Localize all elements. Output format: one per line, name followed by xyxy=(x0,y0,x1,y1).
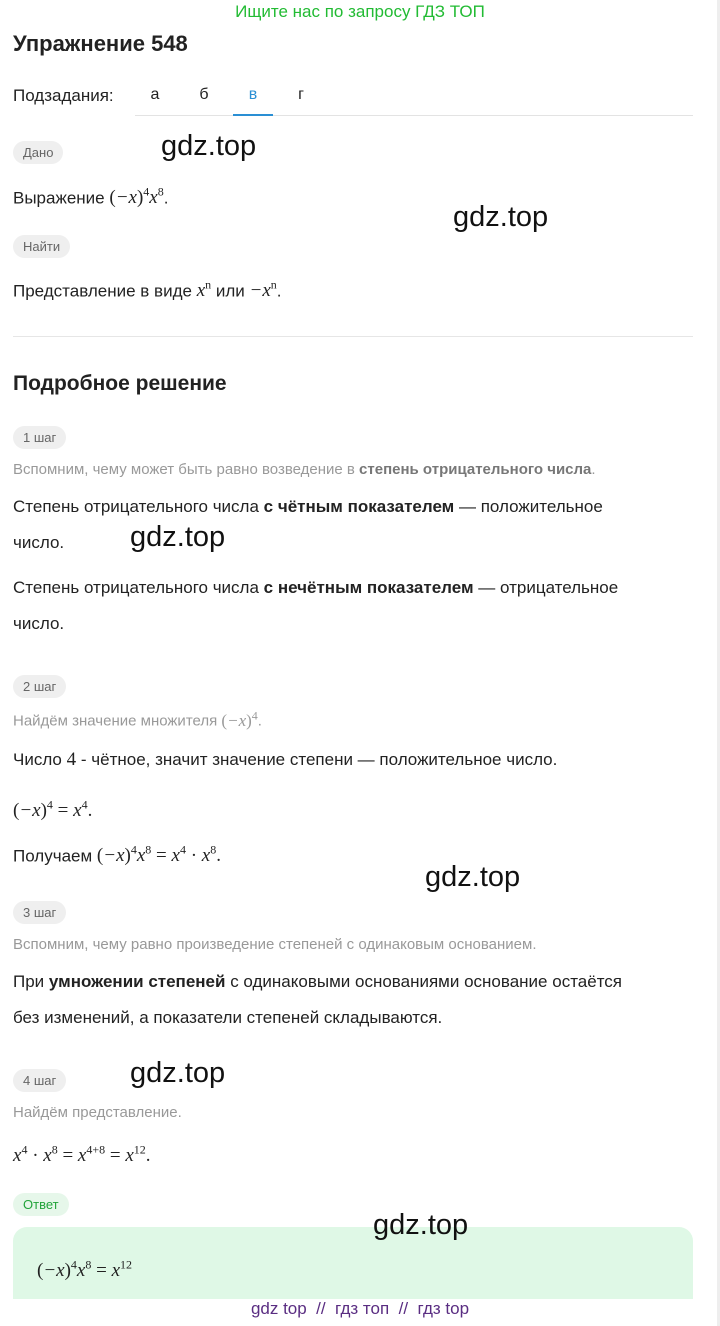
step-1-hint: Вспомним, чему может быть равно возведение в степень отрицательного числа. xyxy=(13,461,596,478)
step-4-formula: $x^4 \cdot x^8 = x^{4+8} = x^{12}$. xyxy=(13,1143,151,1167)
step-4-pill: 4 шаг xyxy=(13,1069,66,1092)
given-formula: $(-x)^4x^8$ xyxy=(109,185,164,209)
tab-v[interactable]: в xyxy=(233,86,273,116)
step-1-paragraph-2: Степень отрицательного числа с нечётным показателем — отрицательное число. xyxy=(13,578,619,633)
watermark: gdz.top xyxy=(453,201,549,233)
tab-a[interactable]: а xyxy=(150,86,160,103)
step-4-hint: Найдём представление. xyxy=(13,1104,182,1121)
given-pill: Дано xyxy=(13,141,63,164)
divider xyxy=(13,336,693,337)
find-label: Представление в виде xyxy=(13,281,192,301)
answer-pill: Ответ xyxy=(13,1193,69,1216)
solution-title: Подробное решение xyxy=(13,372,227,395)
watermark: gdz.top xyxy=(130,521,226,553)
subtasks-tabs xyxy=(135,76,693,116)
tab-g[interactable]: г xyxy=(298,86,304,103)
step-1-pill: 1 шаг xyxy=(13,426,66,449)
footer-links[interactable]: gdz top // гдз топ // гдз top xyxy=(250,1299,470,1318)
given-label: Выражение xyxy=(13,188,105,208)
find-formula-1: $x^n$ xyxy=(196,278,212,302)
find-text: Представление в виде $x^n$ или $-x^n$. xyxy=(13,278,282,302)
given-text: Выражение $(-x)^4x^8$. xyxy=(13,185,169,209)
step-2-text: Число 4 - чётное, значит значение степени — положительное число. xyxy=(13,749,558,770)
find-formula-2: $-x^n$ xyxy=(249,278,277,302)
step-3-pill: 3 шаг xyxy=(13,901,66,924)
page-title: Упражнение 548 xyxy=(13,31,188,56)
watermark: gdz.top xyxy=(130,1057,226,1089)
step-2-hint: Найдём значение множителя $(-x)^4$. xyxy=(13,708,262,730)
step-3-paragraph: При умножении степеней с одинаковыми основаниями основание остаётся без изменений, а показатели степеней складываются. xyxy=(13,972,622,1027)
step-3-hint: Вспомним, чему равно произведение степеней с одинаковым основанием. xyxy=(13,936,537,953)
answer-box xyxy=(13,1227,693,1299)
step-2-result: Получаем $(-x)^4x^8 = x^4 \cdot x^8$. xyxy=(13,843,221,867)
find-pill: Найти xyxy=(13,235,70,258)
tab-b[interactable]: б xyxy=(199,86,209,103)
step-1-paragraph-1: Степень отрицательного числа с чётным показателем — положительное число. xyxy=(13,497,603,552)
search-banner: Ищите нас по запросу ГДЗ ТОП xyxy=(235,2,485,21)
step-2-formula: $(-x)^4 = x^4$. xyxy=(13,798,93,822)
step-2-pill: 2 шаг xyxy=(13,675,66,698)
answer-formula: $(-x)^4x^8 = x^{12}$ xyxy=(37,1258,133,1282)
watermark: gdz.top xyxy=(161,130,257,162)
watermark: gdz.top xyxy=(373,1209,469,1241)
subtasks-label: Подзадания: xyxy=(13,86,114,105)
watermark: gdz.top xyxy=(425,861,521,893)
